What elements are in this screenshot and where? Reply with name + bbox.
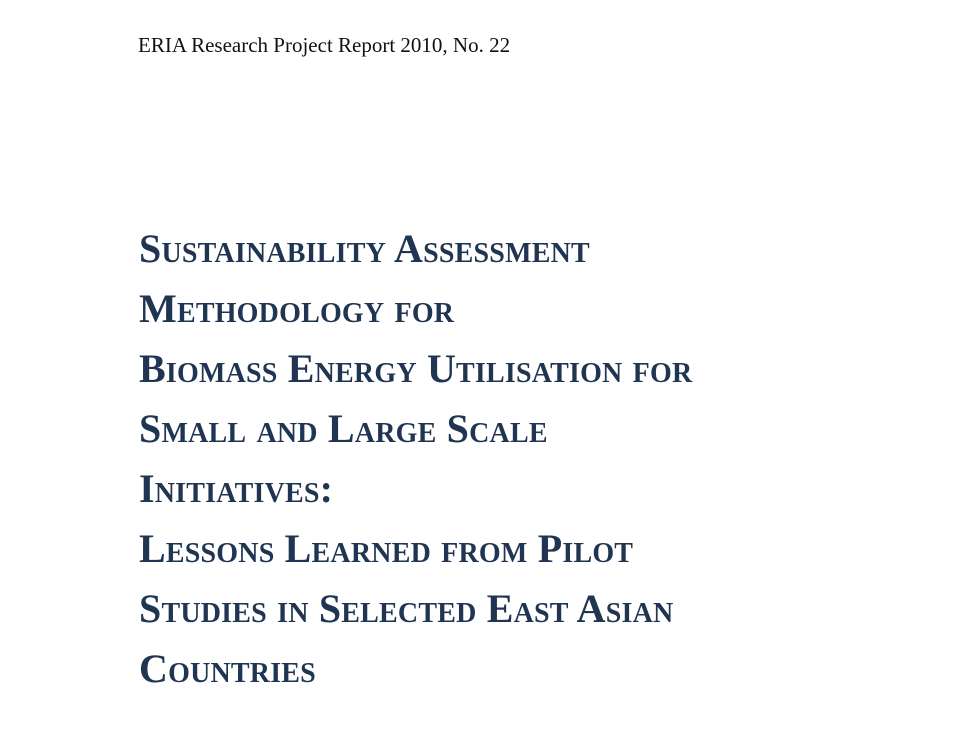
title-line: Lessons Learned from Pilot	[139, 526, 634, 571]
title-line: Methodology for	[139, 286, 455, 331]
report-title	[139, 219, 692, 699]
report-series-label: ERIA Research Project Report 2010, No. 22	[138, 33, 511, 57]
title-line: Studies in Selected East Asian	[139, 586, 674, 631]
title-line: Biomass Energy Utilisation for	[139, 346, 693, 391]
title-line: Sustainability Assessment	[139, 226, 590, 271]
title-line: Countries	[139, 646, 316, 691]
title-line: Small and Large Scale	[139, 406, 548, 451]
title-line: Initiatives:	[139, 466, 334, 511]
